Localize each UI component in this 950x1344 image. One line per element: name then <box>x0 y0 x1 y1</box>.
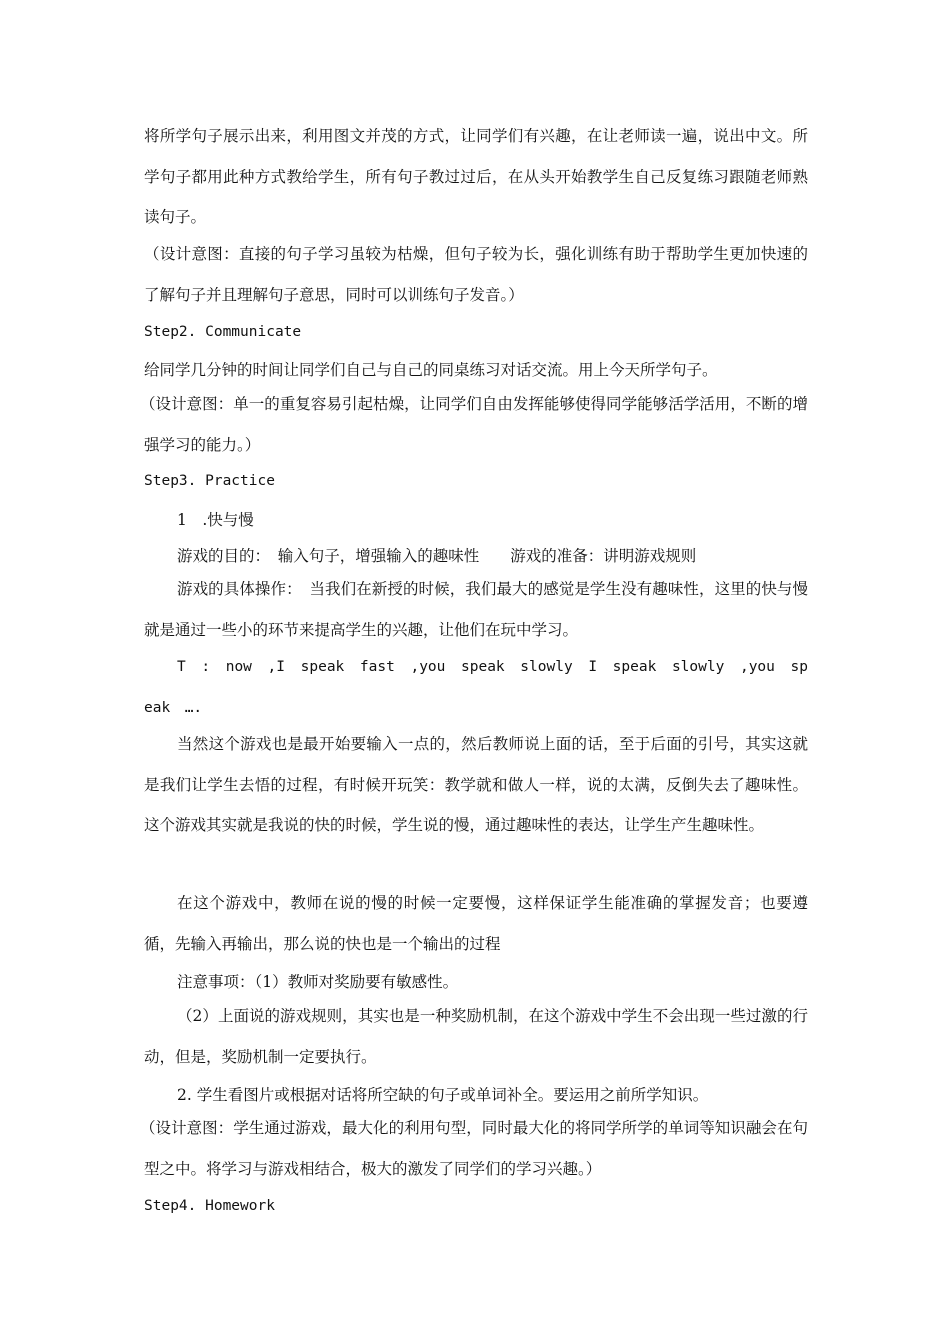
dialogue-token: speak <box>300 659 345 675</box>
dialogue-token: fast <box>359 659 395 675</box>
dialogue-token: T <box>177 659 186 675</box>
paragraph-design-intent-3: （设计意图：学生通过游戏，最大化的利用句型，同时最大化的将同学所学的单词等知识融会在句型之中。将学习与游戏相结合，极大的激发了同学们的学习兴趣。） <box>140 1119 808 1178</box>
note-item-1: 注意事项：（1）教师对奖励要有敏感性。 <box>177 973 459 991</box>
dialogue-token: slowly <box>671 659 725 675</box>
dialogue-token: speak <box>461 659 505 675</box>
dialogue-token: I <box>588 659 598 675</box>
paragraph-design-intent-1: （设计意图：直接的句子学习虽较为枯燥，但句子较为长，强化训练有助于帮助学生更加快速的了解句子并且理解句子意思，同时可以训练句子发音。） <box>144 245 808 304</box>
paragraph-game-slow: 在这个游戏中，教师在说的慢的时候一定要慢，这样保证学生能准确的掌握发音；也要遵循，先输入再输出，那么说的快也是一个输出的过程 <box>144 894 808 953</box>
step2-heading: Step2. Communicate <box>144 324 302 340</box>
paragraph-game-explanation: 当然这个游戏也是最开始要输入一点的，然后教师说上面的话，至于后面的引号，其实这就是我们让学生去悟的过程，有时候开玩笑：教学就和做人一样，说的太满，反倒失去了趣味性。这个游戏其实就是我说的快的时候，学生说的慢，通过趣味性的表达，让学生产生趣味性。 <box>144 735 808 834</box>
step4-heading: Step4. Homework <box>144 1198 275 1214</box>
item-fill-blank: 2. 学生看图片或根据对话将所空缺的句子或单词补全。要运用之前所学知识。 <box>177 1086 709 1104</box>
dialogue-token: : <box>201 659 211 675</box>
dialogue-token: sp <box>790 659 808 675</box>
dialogue-token: ,you <box>739 659 775 675</box>
paragraph-sentence-display: 将所学句子展示出来，利用图文并茂的方式，让同学们有兴趣，在让老师读一遍，说出中文。所学句子都用此种方式教给学生，所有句子教过过后，在从头开始教学生自己反复练习跟随老师熟读句子。 <box>144 127 808 226</box>
dialogue-token: now <box>225 659 252 675</box>
paragraph-design-intent-2: （设计意图：单一的重复容易引起枯燥，让同学们自由发挥能够使得同学能够活学活用，不断的增强学习的能力。） <box>140 395 808 454</box>
paragraph-game-operation: 游戏的具体操作： 当我们在新授的时候，我们最大的感觉是学生没有趣味性，这里的快与慢就是通过一些小的环节来提高学生的兴趣，让他们在玩中学习。 <box>144 580 808 639</box>
step3-heading: Step3. Practice <box>144 473 275 489</box>
teacher-dialogue-example <box>144 647 808 729</box>
paragraph-communicate: 给同学几分钟的时间让同学们自己与自己的同桌练习对话交流。用上今天所学句子。 <box>144 361 718 379</box>
dialogue-token: ,I <box>267 659 286 675</box>
teacher-dialogue-tail: eak …. <box>144 700 203 716</box>
teacher-dialogue-tokens <box>144 647 808 688</box>
note-item-2: （2）上面说的游戏规则，其实也是一种奖励机制，在这个游戏中学生不会出现一些过激的行动，但是，奖励机制一定要执行。 <box>144 1007 808 1066</box>
game-goal-line: 游戏的目的： 输入句子，增强输入的趣味性 游戏的准备：讲明游戏规则 <box>177 547 697 565</box>
dialogue-token: slowly <box>520 659 573 675</box>
dialogue-token: speak <box>612 659 657 675</box>
dialogue-token: ,you <box>410 659 446 675</box>
item-fast-slow: 1 .快与慢 <box>177 511 254 529</box>
